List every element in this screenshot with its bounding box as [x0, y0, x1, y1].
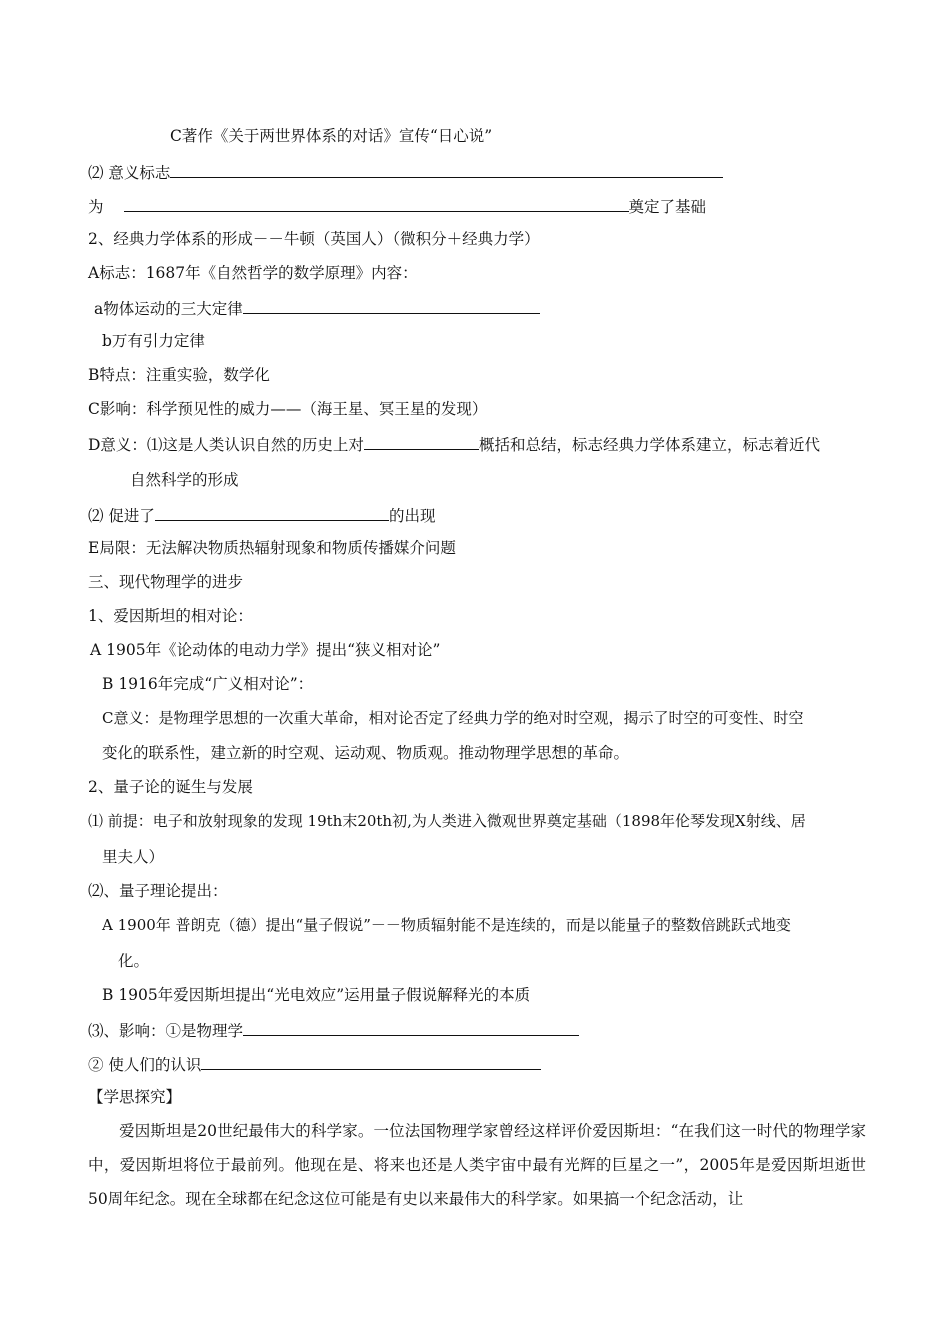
text-line: 为 奠定了基础	[88, 195, 706, 217]
text-line: ⑶、影响：①是物理学	[88, 1019, 579, 1041]
text-line: B 1905年爱因斯坦提出“光电效应”运用量子假说解释光的本质	[102, 986, 531, 1004]
section-heading: 2、量子论的诞生与发展	[88, 778, 253, 796]
text-line: ⑵、量子理论提出：	[88, 882, 228, 900]
section-heading: 三、现代物理学的进步	[88, 573, 244, 591]
text-line: b万有引力定律	[102, 332, 205, 350]
text-line: B 1916年完成“广义相对论”：	[102, 675, 314, 693]
fill-in-blank[interactable]	[155, 504, 389, 521]
section-heading: 1、爱因斯坦的相对论：	[88, 607, 253, 625]
text-line: B特点：注重实验，数学化	[88, 366, 270, 384]
text-line: A 1900年 普朗克（德）提出“量子假说”－－物质辐射能不是连续的，而是以能量子的整数倍跳跃式地变	[102, 916, 791, 934]
text-line: 变化的联系性，建立新的时空观、运动观、物质观。推动物理学思想的革命。	[102, 744, 630, 762]
section-heading: 2、经典力学体系的形成－－牛顿（英国人）（微积分＋经典力学）	[88, 230, 540, 248]
fill-in-blank[interactable]	[201, 1053, 541, 1070]
fill-in-blank[interactable]	[243, 297, 540, 314]
fill-in-blank[interactable]	[243, 1019, 579, 1036]
text-line: A标志：1687年《自然哲学的数学原理》内容：	[88, 264, 418, 282]
fill-in-blank[interactable]	[124, 195, 629, 212]
text-line: ⑵ 意义标志	[88, 161, 723, 183]
text-line: ⑵ 促进了 的出现	[88, 504, 435, 526]
text-line: 自然科学的形成	[130, 471, 239, 489]
fill-in-blank[interactable]	[364, 433, 479, 450]
text-line: 化。	[118, 952, 150, 970]
fill-in-blank[interactable]	[170, 161, 723, 178]
body-paragraph: 爱因斯坦是20世纪最伟大的科学家。一位法国物理学家曾经这样评价爱因斯坦：“在我们这一时代的物理学家中，爱因斯坦将位于最前列。他现在是、将来也还是人类宇宙中最有光辉的巨星之一”，2005年是爱因斯坦逝世50周年纪念。现在全球都在纪念这位可能是有史以来最伟大的科学家。如果搞一个纪念活动，让	[88, 1122, 866, 1208]
text-line: C意义：是物理学思想的一次重大革命，相对论否定了经典力学的绝对时空观，揭示了时空的可变性、时空	[102, 709, 804, 727]
text-line: 里夫人）	[102, 848, 165, 866]
text-line: D意义：⑴这是人类认识自然的历史上对 概括和总结，标志经典力学体系建立，标志着近代	[88, 433, 820, 455]
text-line: E局限：无法解决物质热辐射现象和物质传播媒介问题	[88, 539, 456, 557]
text-line: ② 使人们的认识	[88, 1053, 541, 1075]
text-line: ⑴ 前提：电子和放射现象的发现 19th末20th初,为人类进入微观世界奠定基础（1898年伦琴发现X射线、居	[88, 812, 806, 830]
section-heading: 【学思探究】	[88, 1088, 182, 1106]
text-line: C影响：科学预见性的威力——（海王星、冥王星的发现）	[88, 400, 488, 418]
text-line: C著作《关于两世界体系的对话》宣传“日心说”	[170, 127, 493, 145]
text-line: a物体运动的三大定律	[94, 297, 540, 319]
text-line: A 1905年《论动体的电动力学》提出“狭义相对论”	[90, 641, 441, 659]
